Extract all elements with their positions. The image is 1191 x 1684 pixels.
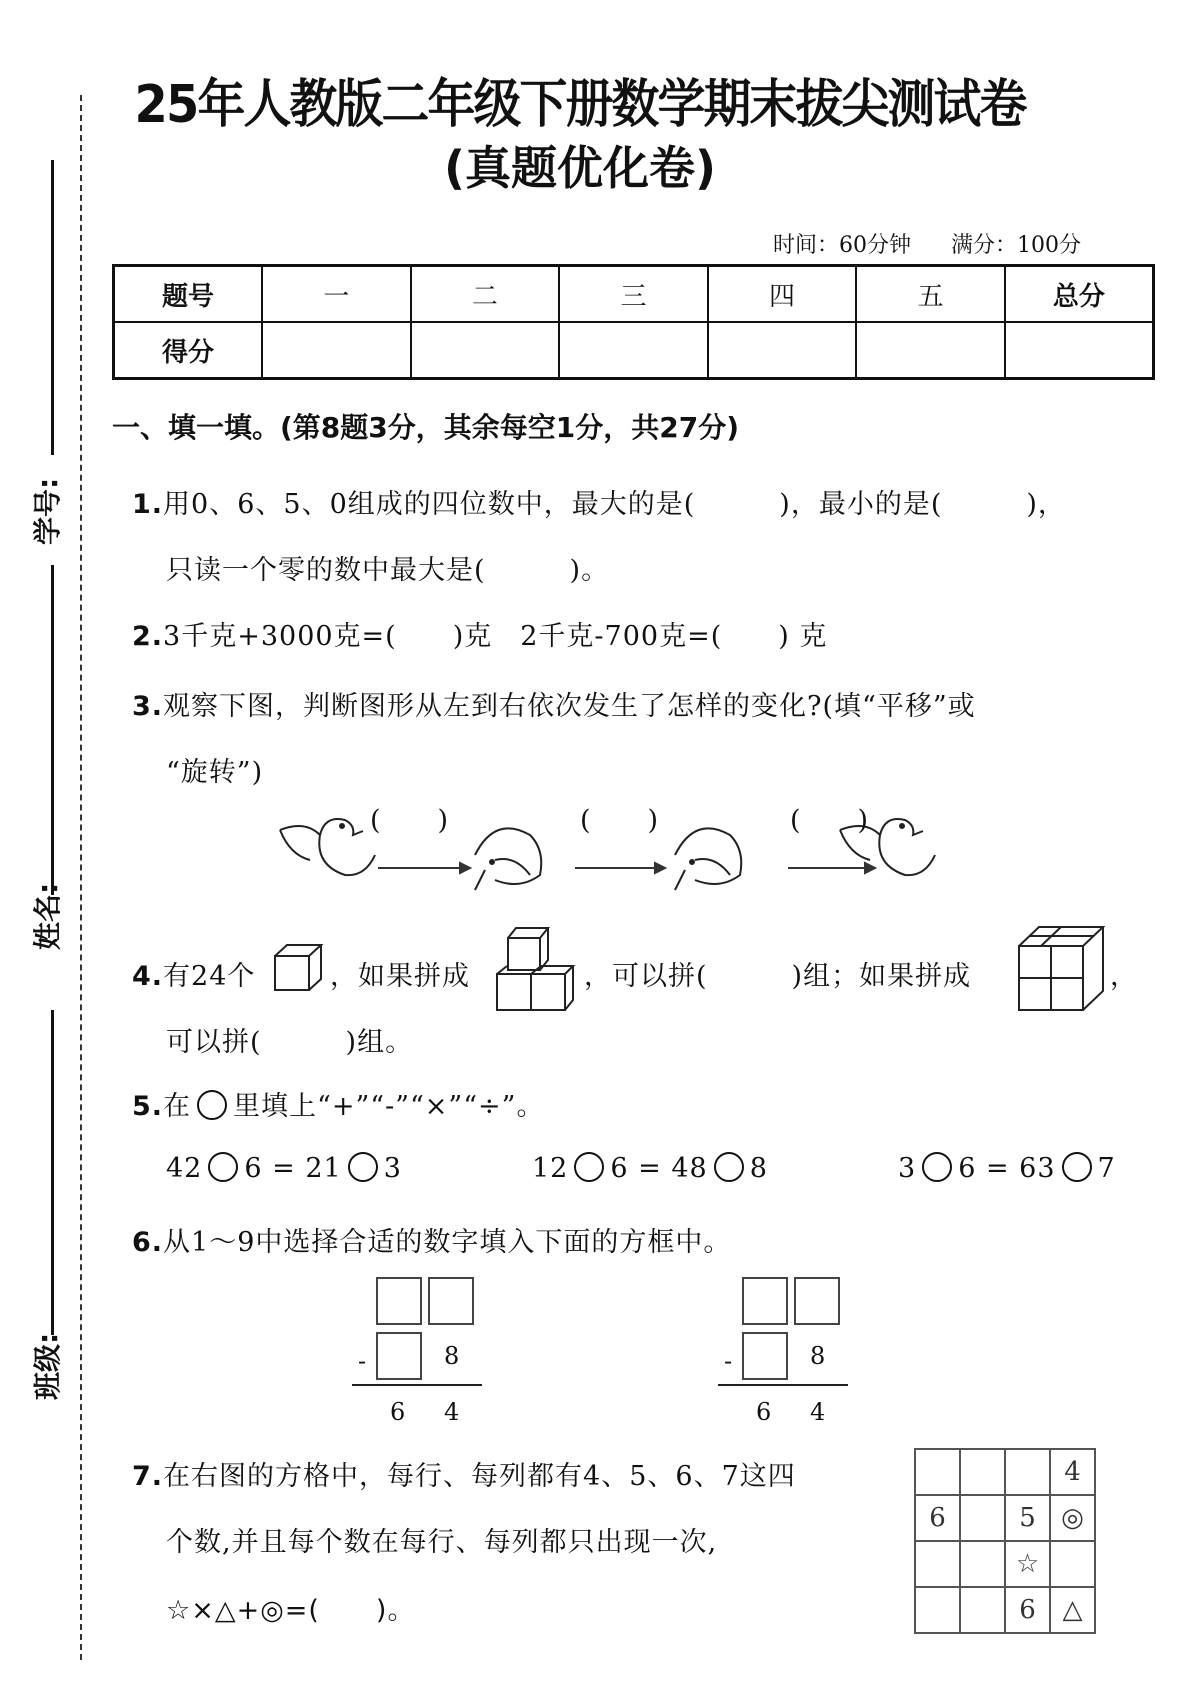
name-line-top [51, 565, 54, 895]
digit: 6 [390, 1398, 406, 1426]
eq-term: 6 = 21 [244, 1153, 342, 1184]
question-text: 有24个 [163, 961, 256, 992]
transform-blank-2[interactable]: ( ) [580, 805, 660, 836]
question-1-line2: 只读一个零的数中最大是( )。 [166, 555, 610, 586]
eq-term: 6 = 63 [958, 1153, 1056, 1184]
student-id-line[interactable] [51, 160, 54, 455]
exam-full-score: 满分：100分 [951, 233, 1081, 258]
score-table-header [114, 266, 1154, 323]
score-table [112, 264, 1155, 380]
transform-blank-3[interactable]: ( ) [790, 805, 870, 836]
question-text: 从1～9中选择合适的数字填入下面的方框中。 [163, 1227, 732, 1258]
question-7-formula: ☆×△+◎=( )。 [166, 1595, 416, 1626]
header-cell: 总分 [1005, 266, 1154, 323]
single-cube-icon [272, 942, 324, 994]
question-1 [132, 482, 1066, 521]
question-text: 在 [163, 1091, 192, 1122]
equation-3 [898, 1152, 1116, 1184]
grid-cell [960, 1449, 1005, 1495]
question-3 [132, 684, 976, 723]
question-number: 1. [132, 489, 164, 520]
question-7-line2: 个数,并且每个数在每行、每列都只出现一次, [166, 1527, 718, 1558]
l-shape-cubes-icon [494, 924, 580, 1014]
operator-circle[interactable] [1062, 1152, 1092, 1182]
digit: 4 [810, 1398, 826, 1426]
question-4-part3: ，可以拼( )组；如果拼成 [584, 961, 972, 992]
operator-circle[interactable] [574, 1152, 604, 1182]
eq-term: 3 [898, 1153, 917, 1184]
latin-square-grid [914, 1448, 1096, 1634]
question-7 [132, 1454, 796, 1493]
grid-cell [915, 1587, 960, 1633]
transform-blank-1[interactable]: ( ) [370, 805, 450, 836]
circle-icon [197, 1090, 227, 1120]
question-3-line2: “旋转”) [166, 757, 264, 788]
sum-line [718, 1384, 848, 1386]
digit-box[interactable] [742, 1332, 788, 1380]
header-cell: 四 [708, 266, 857, 323]
grid-cell [1050, 1541, 1095, 1587]
question-text: 在右图的方格中，每行、每列都有4、5、6、7这四 [163, 1461, 796, 1492]
question-4-part2: ，如果拼成 [330, 961, 470, 992]
question-5 [132, 1084, 544, 1123]
grid-cell [960, 1495, 1005, 1541]
grid-cell: 5 [1005, 1495, 1050, 1541]
name-label: 姓名: [31, 882, 64, 950]
operator-circle[interactable] [714, 1152, 744, 1182]
operator-circle[interactable] [922, 1152, 952, 1182]
section-1-title: 一、填一填。(第8题3分，其余每空1分，共27分) [112, 411, 740, 444]
operator-circle[interactable] [348, 1152, 378, 1182]
header-cell: 三 [559, 266, 708, 323]
question-number: 6. [132, 1227, 164, 1258]
name-line[interactable] [51, 1010, 54, 1335]
header-cell: 一 [262, 266, 411, 323]
score-row [114, 322, 1154, 379]
eq-term: 6 = 48 [610, 1153, 708, 1184]
digit-box[interactable] [794, 1277, 840, 1325]
question-4 [132, 954, 255, 993]
student-id-label: 学号: [31, 477, 64, 545]
exam-time: 时间：60分钟 [773, 233, 911, 258]
triangle-icon: △ [1050, 1587, 1095, 1633]
cube-2x2-icon [1016, 924, 1106, 1014]
header-cell: 题号 [114, 266, 263, 323]
grid-cell [915, 1449, 960, 1495]
question-2 [132, 614, 827, 653]
digit-box[interactable] [376, 1277, 422, 1325]
eq-term: 42 [166, 1153, 203, 1184]
equation-2 [532, 1152, 768, 1184]
score-cell[interactable] [411, 322, 560, 379]
sum-line [352, 1384, 482, 1386]
minus-sign: - [724, 1347, 733, 1375]
equation-1 [166, 1152, 402, 1184]
score-cell[interactable] [559, 322, 708, 379]
eq-term: 7 [1097, 1153, 1116, 1184]
eq-term: 8 [749, 1153, 768, 1184]
question-6 [132, 1220, 731, 1259]
grid-cell: 6 [915, 1495, 960, 1541]
question-number: 5. [132, 1091, 164, 1122]
grid-cell [960, 1587, 1005, 1633]
question-4-part4: ， [1110, 961, 1138, 992]
question-number: 7. [132, 1461, 164, 1492]
minus-sign: - [358, 1347, 367, 1375]
exam-meta [773, 228, 1081, 259]
question-number: 4. [132, 961, 164, 992]
score-cell[interactable] [708, 322, 857, 379]
digit: 8 [444, 1342, 460, 1370]
question-number: 3. [132, 691, 164, 722]
digit-box[interactable] [428, 1277, 474, 1325]
question-text: 里填上“+”“-”“×”“÷”。 [233, 1091, 545, 1122]
question-text: 用0、6、5、0组成的四位数中，最大的是( )，最小的是( )， [163, 489, 1066, 520]
grid-cell: 6 [1005, 1587, 1050, 1633]
eq-term: 12 [532, 1153, 569, 1184]
question-text: 观察下图，判断图形从左到右依次发生了怎样的变化?(填“平移”或 [163, 691, 976, 722]
grid-cell [915, 1541, 960, 1587]
question-4-line2: 可以拼( )组。 [166, 1027, 414, 1058]
digit-box[interactable] [742, 1277, 788, 1325]
star-icon: ☆ [1005, 1541, 1050, 1587]
digit: 8 [810, 1342, 826, 1370]
score-cell[interactable] [262, 322, 411, 379]
class-label: 班级: [31, 1332, 64, 1400]
header-cell: 二 [411, 266, 560, 323]
digit-box[interactable] [376, 1332, 422, 1380]
cut-line [80, 95, 82, 1660]
grid-cell [1005, 1449, 1050, 1495]
digit: 4 [444, 1398, 460, 1426]
score-cell[interactable] [856, 322, 1005, 379]
double-circle-icon: ◎ [1050, 1495, 1095, 1541]
eq-term: 3 [383, 1153, 402, 1184]
dove-transform-figure [270, 800, 1000, 900]
grid-cell: 4 [1050, 1449, 1095, 1495]
page-title: 25年人教版二年级下册数学期末拔尖测试卷 [134, 75, 1026, 135]
row-label: 得分 [114, 322, 263, 379]
grid-cell [960, 1541, 1005, 1587]
page-subtitle: (真题优化卷) [443, 141, 717, 195]
header-cell: 五 [856, 266, 1005, 323]
score-cell[interactable] [1005, 322, 1154, 379]
digit: 6 [756, 1398, 772, 1426]
question-text: 3千克+3000克=( )克 2千克-700克=( ) 克 [163, 621, 828, 652]
operator-circle[interactable] [208, 1152, 238, 1182]
question-number: 2. [132, 621, 164, 652]
